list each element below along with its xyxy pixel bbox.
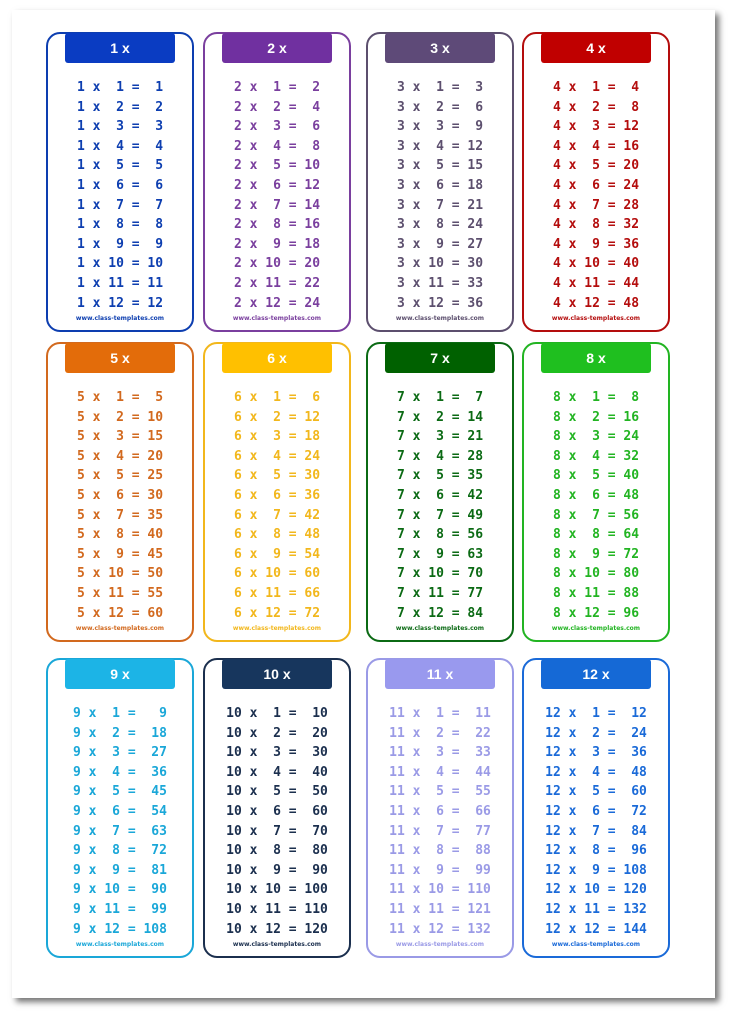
times-table-row: 9 x 6 = 54	[73, 803, 167, 819]
times-table-row: 9 x 3 = 27	[73, 745, 167, 761]
times-table-row: 3 x 11 = 33	[396, 275, 484, 291]
times-table-row: 11 x 12 = 132	[389, 921, 491, 937]
times-table-row: 1 x 6 = 6	[76, 177, 164, 193]
times-table-row: 11 x 1 = 11	[389, 706, 491, 721]
times-table-row: 12 x 4 = 48	[545, 764, 647, 780]
times-table-row: 8 x 4 = 32	[552, 448, 640, 464]
website-footer-text: www.class-templates.com	[395, 941, 485, 948]
times-table-row: 3 x 8 = 24	[396, 217, 484, 233]
times-table-row: 12 x 1 = 12	[545, 706, 647, 721]
times-table-row: 9 x 4 = 36	[73, 764, 167, 780]
times-table-row: 2 x 7 = 14	[233, 197, 321, 213]
times-table-row: 6 x 3 = 18	[233, 429, 321, 445]
times-table-row: 6 x 8 = 48	[233, 527, 321, 543]
times-table-title: 10 x	[222, 659, 332, 689]
times-table-row: 7 x 12 = 84	[396, 605, 484, 621]
times-table-row: 2 x 5 = 10	[233, 158, 321, 174]
times-table-row: 10 x 5 = 50	[226, 784, 328, 800]
times-table-row: 10 x 4 = 40	[226, 764, 328, 780]
website-footer-text: www.class-templates.com	[551, 315, 641, 322]
times-table-row: 8 x 7 = 56	[552, 507, 640, 523]
times-table-row: 7 x 1 = 7	[396, 390, 484, 405]
website-footer-text: www.class-templates.com	[75, 941, 165, 948]
times-table-card	[366, 32, 514, 332]
times-table-row: 8 x 5 = 40	[552, 468, 640, 484]
times-table-rows	[48, 704, 192, 939]
times-table-row: 1 x 5 = 5	[76, 158, 164, 174]
times-table-row: 12 x 7 = 84	[545, 823, 647, 839]
times-table-row: 4 x 12 = 48	[552, 295, 640, 311]
times-table-card	[522, 342, 670, 642]
times-table-row: 12 x 10 = 120	[545, 882, 647, 898]
times-table-card	[203, 658, 351, 958]
times-table-row: 12 x 3 = 36	[545, 745, 647, 761]
times-table-row: 9 x 5 = 45	[73, 784, 167, 800]
times-table-row: 12 x 12 = 144	[545, 921, 647, 937]
times-table-row: 3 x 1 = 3	[396, 80, 484, 95]
times-table-row: 12 x 8 = 96	[545, 843, 647, 859]
times-table-row: 10 x 11 = 110	[226, 901, 328, 917]
times-table-row: 4 x 10 = 40	[552, 256, 640, 272]
website-footer-text: www.class-templates.com	[75, 315, 165, 322]
times-table-row: 8 x 10 = 80	[552, 566, 640, 582]
times-table-row: 11 x 5 = 55	[389, 784, 491, 800]
times-table-row: 4 x 7 = 28	[552, 197, 640, 213]
times-table-row: 2 x 4 = 8	[233, 138, 321, 154]
times-table-row: 11 x 11 = 121	[389, 901, 491, 917]
times-table-title: 5 x	[65, 343, 175, 373]
times-table-card	[366, 658, 514, 958]
times-table-row: 3 x 2 = 6	[396, 99, 484, 115]
times-table-row: 9 x 10 = 90	[73, 882, 167, 898]
times-table-row: 12 x 9 = 108	[545, 862, 647, 878]
times-table-row: 5 x 8 = 40	[76, 527, 164, 543]
times-table-row: 4 x 1 = 4	[552, 80, 640, 95]
times-table-row: 3 x 7 = 21	[396, 197, 484, 213]
times-table-row: 1 x 8 = 8	[76, 217, 164, 233]
times-table-title: 7 x	[385, 343, 495, 373]
times-table-row: 6 x 2 = 12	[233, 409, 321, 425]
times-table-row: 7 x 4 = 28	[396, 448, 484, 464]
times-table-row: 3 x 4 = 12	[396, 138, 484, 154]
times-table-row: 3 x 3 = 9	[396, 119, 484, 135]
times-table-card	[203, 32, 351, 332]
times-table-row: 5 x 1 = 5	[76, 390, 164, 405]
times-table-row: 11 x 2 = 22	[389, 725, 491, 741]
times-table-card	[366, 342, 514, 642]
times-table-row: 9 x 2 = 18	[73, 725, 167, 741]
times-table-row: 11 x 6 = 66	[389, 803, 491, 819]
times-table-row: 5 x 12 = 60	[76, 605, 164, 621]
times-table-row: 11 x 9 = 99	[389, 862, 491, 878]
times-table-row: 9 x 7 = 63	[73, 823, 167, 839]
times-table-row: 7 x 10 = 70	[396, 566, 484, 582]
times-table-card	[522, 658, 670, 958]
times-table-row: 1 x 2 = 2	[76, 99, 164, 115]
times-table-card	[522, 32, 670, 332]
times-table-title: 11 x	[385, 659, 495, 689]
times-table-row: 1 x 4 = 4	[76, 138, 164, 154]
times-table-row: 8 x 8 = 64	[552, 527, 640, 543]
times-table-row: 3 x 6 = 18	[396, 177, 484, 193]
times-table-row: 10 x 7 = 70	[226, 823, 328, 839]
times-table-title: 4 x	[541, 33, 651, 63]
times-table-row: 12 x 5 = 60	[545, 784, 647, 800]
times-table-row: 5 x 6 = 30	[76, 487, 164, 503]
times-table-row: 7 x 2 = 14	[396, 409, 484, 425]
times-table-title: 12 x	[541, 659, 651, 689]
times-table-row: 5 x 4 = 20	[76, 448, 164, 464]
website-footer-text: www.class-templates.com	[551, 625, 641, 632]
times-table-row: 2 x 1 = 2	[233, 80, 321, 95]
worksheet-page	[12, 10, 715, 998]
times-table-row: 8 x 12 = 96	[552, 605, 640, 621]
times-table-row: 9 x 1 = 9	[73, 706, 167, 721]
times-table-row: 8 x 3 = 24	[552, 429, 640, 445]
times-table-row: 5 x 7 = 35	[76, 507, 164, 523]
times-table-row: 8 x 1 = 8	[552, 390, 640, 405]
website-footer-text: www.class-templates.com	[395, 625, 485, 632]
times-table-row: 5 x 2 = 10	[76, 409, 164, 425]
times-table-row: 11 x 10 = 110	[389, 882, 491, 898]
times-table-row: 11 x 7 = 77	[389, 823, 491, 839]
times-table-title: 9 x	[65, 659, 175, 689]
times-table-row: 8 x 11 = 88	[552, 585, 640, 601]
times-table-row: 11 x 8 = 88	[389, 843, 491, 859]
times-table-row: 3 x 5 = 15	[396, 158, 484, 174]
times-table-row: 4 x 4 = 16	[552, 138, 640, 154]
times-table-row: 7 x 8 = 56	[396, 527, 484, 543]
times-table-row: 4 x 6 = 24	[552, 177, 640, 193]
times-table-row: 1 x 10 = 10	[76, 256, 164, 272]
times-table-row: 8 x 9 = 72	[552, 546, 640, 562]
times-table-row: 2 x 6 = 12	[233, 177, 321, 193]
times-table-title: 1 x	[65, 33, 175, 63]
times-table-row: 3 x 12 = 36	[396, 295, 484, 311]
times-table-row: 12 x 6 = 72	[545, 803, 647, 819]
times-table-row: 11 x 4 = 44	[389, 764, 491, 780]
times-table-rows	[368, 388, 512, 623]
times-table-row: 5 x 9 = 45	[76, 546, 164, 562]
times-table-row: 10 x 8 = 80	[226, 843, 328, 859]
times-table-row: 10 x 2 = 20	[226, 725, 328, 741]
times-table-row: 2 x 3 = 6	[233, 119, 321, 135]
times-table-row: 2 x 8 = 16	[233, 217, 321, 233]
times-table-rows	[524, 388, 668, 623]
times-table-row: 9 x 8 = 72	[73, 843, 167, 859]
times-table-row: 7 x 11 = 77	[396, 585, 484, 601]
times-table-rows	[524, 78, 668, 313]
times-table-rows	[205, 704, 349, 939]
times-table-row: 12 x 11 = 132	[545, 901, 647, 917]
times-table-row: 1 x 9 = 9	[76, 236, 164, 252]
times-table-rows	[48, 78, 192, 313]
times-table-row: 10 x 10 = 100	[226, 882, 328, 898]
times-table-row: 10 x 9 = 90	[226, 862, 328, 878]
times-table-row: 1 x 12 = 12	[76, 295, 164, 311]
times-table-row: 6 x 4 = 24	[233, 448, 321, 464]
times-table-title: 2 x	[222, 33, 332, 63]
times-table-row: 8 x 2 = 16	[552, 409, 640, 425]
times-table-row: 4 x 3 = 12	[552, 119, 640, 135]
times-table-row: 6 x 1 = 6	[233, 390, 321, 405]
times-table-card	[46, 342, 194, 642]
times-table-row: 2 x 11 = 22	[233, 275, 321, 291]
times-table-row: 6 x 6 = 36	[233, 487, 321, 503]
times-table-row: 3 x 10 = 30	[396, 256, 484, 272]
times-table-row: 1 x 1 = 1	[76, 80, 164, 95]
times-table-card	[46, 658, 194, 958]
times-table-row: 6 x 5 = 30	[233, 468, 321, 484]
times-table-title: 8 x	[541, 343, 651, 373]
times-table-row: 5 x 5 = 25	[76, 468, 164, 484]
website-footer-text: www.class-templates.com	[232, 625, 322, 632]
times-table-row: 6 x 12 = 72	[233, 605, 321, 621]
times-table-row: 10 x 12 = 120	[226, 921, 328, 937]
times-table-rows	[368, 78, 512, 313]
times-table-row: 4 x 11 = 44	[552, 275, 640, 291]
times-table-row: 4 x 8 = 32	[552, 217, 640, 233]
times-table-row: 4 x 5 = 20	[552, 158, 640, 174]
times-table-row: 5 x 3 = 15	[76, 429, 164, 445]
website-footer-text: www.class-templates.com	[75, 625, 165, 632]
times-table-row: 2 x 12 = 24	[233, 295, 321, 311]
times-table-row: 2 x 9 = 18	[233, 236, 321, 252]
times-table-row: 7 x 7 = 49	[396, 507, 484, 523]
times-table-row: 7 x 6 = 42	[396, 487, 484, 503]
times-table-row: 12 x 2 = 24	[545, 725, 647, 741]
times-table-rows	[48, 388, 192, 623]
times-table-row: 9 x 11 = 99	[73, 901, 167, 917]
website-footer-text: www.class-templates.com	[232, 941, 322, 948]
times-table-row: 10 x 1 = 10	[226, 706, 328, 721]
times-table-row: 10 x 3 = 30	[226, 745, 328, 761]
times-table-row: 5 x 11 = 55	[76, 585, 164, 601]
times-table-row: 5 x 10 = 50	[76, 566, 164, 582]
times-table-row: 6 x 9 = 54	[233, 546, 321, 562]
times-table-row: 2 x 10 = 20	[233, 256, 321, 272]
times-table-row: 10 x 6 = 60	[226, 803, 328, 819]
times-table-row: 3 x 9 = 27	[396, 236, 484, 252]
times-table-row: 6 x 11 = 66	[233, 585, 321, 601]
times-table-row: 4 x 2 = 8	[552, 99, 640, 115]
times-table-row: 1 x 7 = 7	[76, 197, 164, 213]
times-table-rows	[205, 388, 349, 623]
times-table-rows	[524, 704, 668, 939]
times-table-row: 11 x 3 = 33	[389, 745, 491, 761]
times-table-row: 4 x 9 = 36	[552, 236, 640, 252]
times-table-card	[46, 32, 194, 332]
times-table-row: 9 x 9 = 81	[73, 862, 167, 878]
website-footer-text: www.class-templates.com	[232, 315, 322, 322]
times-table-card	[203, 342, 351, 642]
times-table-row: 7 x 3 = 21	[396, 429, 484, 445]
times-table-title: 6 x	[222, 343, 332, 373]
times-table-row: 6 x 10 = 60	[233, 566, 321, 582]
website-footer-text: www.class-templates.com	[551, 941, 641, 948]
website-footer-text: www.class-templates.com	[395, 315, 485, 322]
times-table-row: 1 x 3 = 3	[76, 119, 164, 135]
times-table-row: 6 x 7 = 42	[233, 507, 321, 523]
times-table-row: 1 x 11 = 11	[76, 275, 164, 291]
times-table-row: 7 x 9 = 63	[396, 546, 484, 562]
times-table-rows	[205, 78, 349, 313]
times-table-rows	[368, 704, 512, 939]
times-table-row: 8 x 6 = 48	[552, 487, 640, 503]
times-table-row: 9 x 12 = 108	[73, 921, 167, 937]
times-table-row: 7 x 5 = 35	[396, 468, 484, 484]
times-table-row: 2 x 2 = 4	[233, 99, 321, 115]
times-table-title: 3 x	[385, 33, 495, 63]
